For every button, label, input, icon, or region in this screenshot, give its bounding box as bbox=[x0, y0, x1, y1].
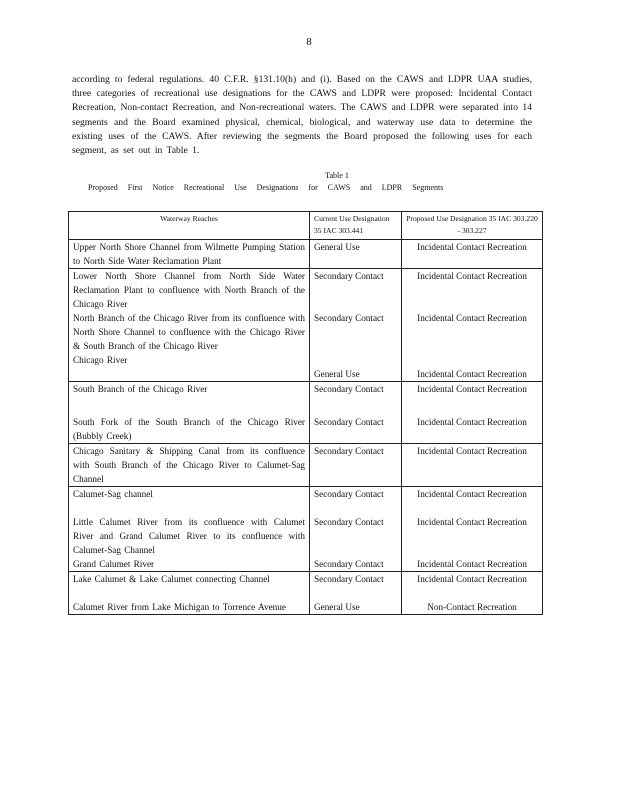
reach-cell bbox=[69, 269, 310, 382]
proposed-use-entry: Incidental Contact Recreation bbox=[417, 313, 527, 323]
reach-entry: South Fork of the South Branch of the Chicago River (Bubbly Creek) bbox=[73, 417, 305, 441]
table-row bbox=[69, 572, 543, 615]
table-caption-number: Table 1 bbox=[325, 171, 349, 180]
reach-cell bbox=[69, 444, 310, 487]
current-use-cell bbox=[310, 382, 402, 444]
current-use-entry: Secondary Contact bbox=[314, 384, 384, 394]
reach-entry: Little Calumet River from its confluence with Calumet River and Grand Calumet River to its confluence with Calumet-Sag Channel bbox=[73, 517, 305, 555]
current-use-cell bbox=[310, 240, 402, 269]
table-row bbox=[69, 240, 543, 269]
current-use-cell bbox=[310, 572, 402, 615]
page-number: 8 bbox=[306, 36, 312, 48]
proposed-use-entry: Incidental Contact Recreation bbox=[417, 559, 527, 569]
use-designation-table bbox=[68, 211, 543, 615]
current-use-cell bbox=[310, 487, 402, 572]
current-use-cell bbox=[310, 269, 402, 382]
reach-entry: South Branch of the Chicago River bbox=[73, 384, 208, 394]
reach-cell bbox=[69, 572, 310, 615]
proposed-use-entry: Incidental Contact Recreation bbox=[417, 417, 527, 427]
proposed-use-entry: Incidental Contact Recreation bbox=[417, 271, 527, 281]
reach-entry: Upper North Shore Channel from Wilmette Pumping Station to North Side Water Reclamation Plant bbox=[73, 242, 305, 266]
reach-entry: Lower North Shore Channel from North Side Water Reclamation Plant to confluence with North Branch of the Chicago River bbox=[73, 271, 305, 309]
reach-entry: Chicago Sanitary & Shipping Canal from its confluence with South Branch of the Chicago River to Calumet-Sag Channel bbox=[73, 446, 305, 484]
table-row bbox=[69, 382, 543, 444]
table-row bbox=[69, 487, 543, 572]
proposed-use-cell bbox=[402, 240, 543, 269]
reach-cell bbox=[69, 487, 310, 572]
proposed-use-entry: Non-Contact Recreation bbox=[427, 602, 517, 612]
reach-entry: North Branch of the Chicago River from its confluence with North Shore Channel to confluence with the Chicago River & South Branch of the Chicago River bbox=[73, 313, 305, 351]
current-use-cell bbox=[310, 444, 402, 487]
header-current-use: Current Use Designation 35 IAC 303.441 bbox=[310, 212, 402, 240]
current-use-entry: General Use bbox=[314, 602, 360, 612]
header-waterway-reaches: Waterway Reaches bbox=[69, 212, 310, 240]
current-use-entry: General Use bbox=[314, 242, 360, 252]
table-row bbox=[69, 269, 543, 382]
proposed-use-cell bbox=[402, 269, 543, 382]
reach-entry: Grand Calumet River bbox=[73, 559, 155, 569]
proposed-use-cell bbox=[402, 487, 543, 572]
current-use-entry: Secondary Contact bbox=[314, 489, 384, 499]
table-row bbox=[69, 444, 543, 487]
proposed-use-entry: Incidental Contact Recreation bbox=[417, 369, 527, 379]
reach-entry: Chicago River bbox=[73, 355, 128, 365]
body-paragraph: according to federal regulations. 40 C.F.R. §131.10(h) and (i). Based on the CAWS and LDPR UAA studies, three categories of recreational use designations for the CAWS and LDPR were proposed: Incidental Contact Recreation, Non-contact Recreation, and Non-recreational waters. The CAWS and LDPR were separated into 14 segments and the Board examined physical, chemical, biological, and waterway use data to determine the existing uses of the CAWS. After reviewing the segments the Board proposed the following uses for each segment, as set out in Table 1. bbox=[72, 74, 532, 157]
table-caption bbox=[72, 170, 532, 194]
proposed-use-entry: Incidental Contact Recreation bbox=[417, 574, 527, 584]
current-use-entry: Secondary Contact bbox=[314, 271, 384, 281]
current-use-entry: Secondary Contact bbox=[314, 417, 384, 427]
proposed-use-cell bbox=[402, 572, 543, 615]
reach-entry: Calumet-Sag channel bbox=[73, 489, 153, 499]
current-use-entry: Secondary Contact bbox=[314, 313, 384, 323]
table-header-row bbox=[69, 212, 543, 240]
proposed-use-entry: Incidental Contact Recreation bbox=[417, 384, 527, 394]
reach-entry: Calumet River from Lake Michigan to Torrence Avenue bbox=[73, 602, 286, 612]
reach-entry: Lake Calumet & Lake Calumet connecting Channel bbox=[73, 574, 270, 584]
current-use-entry: Secondary Contact bbox=[314, 559, 384, 569]
current-use-entry: Secondary Contact bbox=[314, 574, 384, 584]
current-use-entry: Secondary Contact bbox=[314, 517, 384, 527]
current-use-entry: Secondary Contact bbox=[314, 446, 384, 456]
proposed-use-entry: Incidental Contact Recreation bbox=[417, 517, 527, 527]
reach-cell bbox=[69, 382, 310, 444]
proposed-use-cell bbox=[402, 444, 543, 487]
proposed-use-entry: Incidental Contact Recreation bbox=[417, 242, 527, 252]
current-use-entry: General Use bbox=[314, 369, 360, 379]
table-caption-title: Proposed First Notice Recreational Use Designations for CAWS and LDPR Segments bbox=[88, 183, 444, 192]
proposed-use-cell bbox=[402, 382, 543, 444]
header-proposed-use: Proposed Use Designation 35 IAC 303.220 - 303.227 bbox=[402, 212, 543, 240]
proposed-use-entry: Incidental Contact Recreation bbox=[417, 489, 527, 499]
proposed-use-entry: Incidental Contact Recreation bbox=[417, 446, 527, 456]
reach-cell bbox=[69, 240, 310, 269]
